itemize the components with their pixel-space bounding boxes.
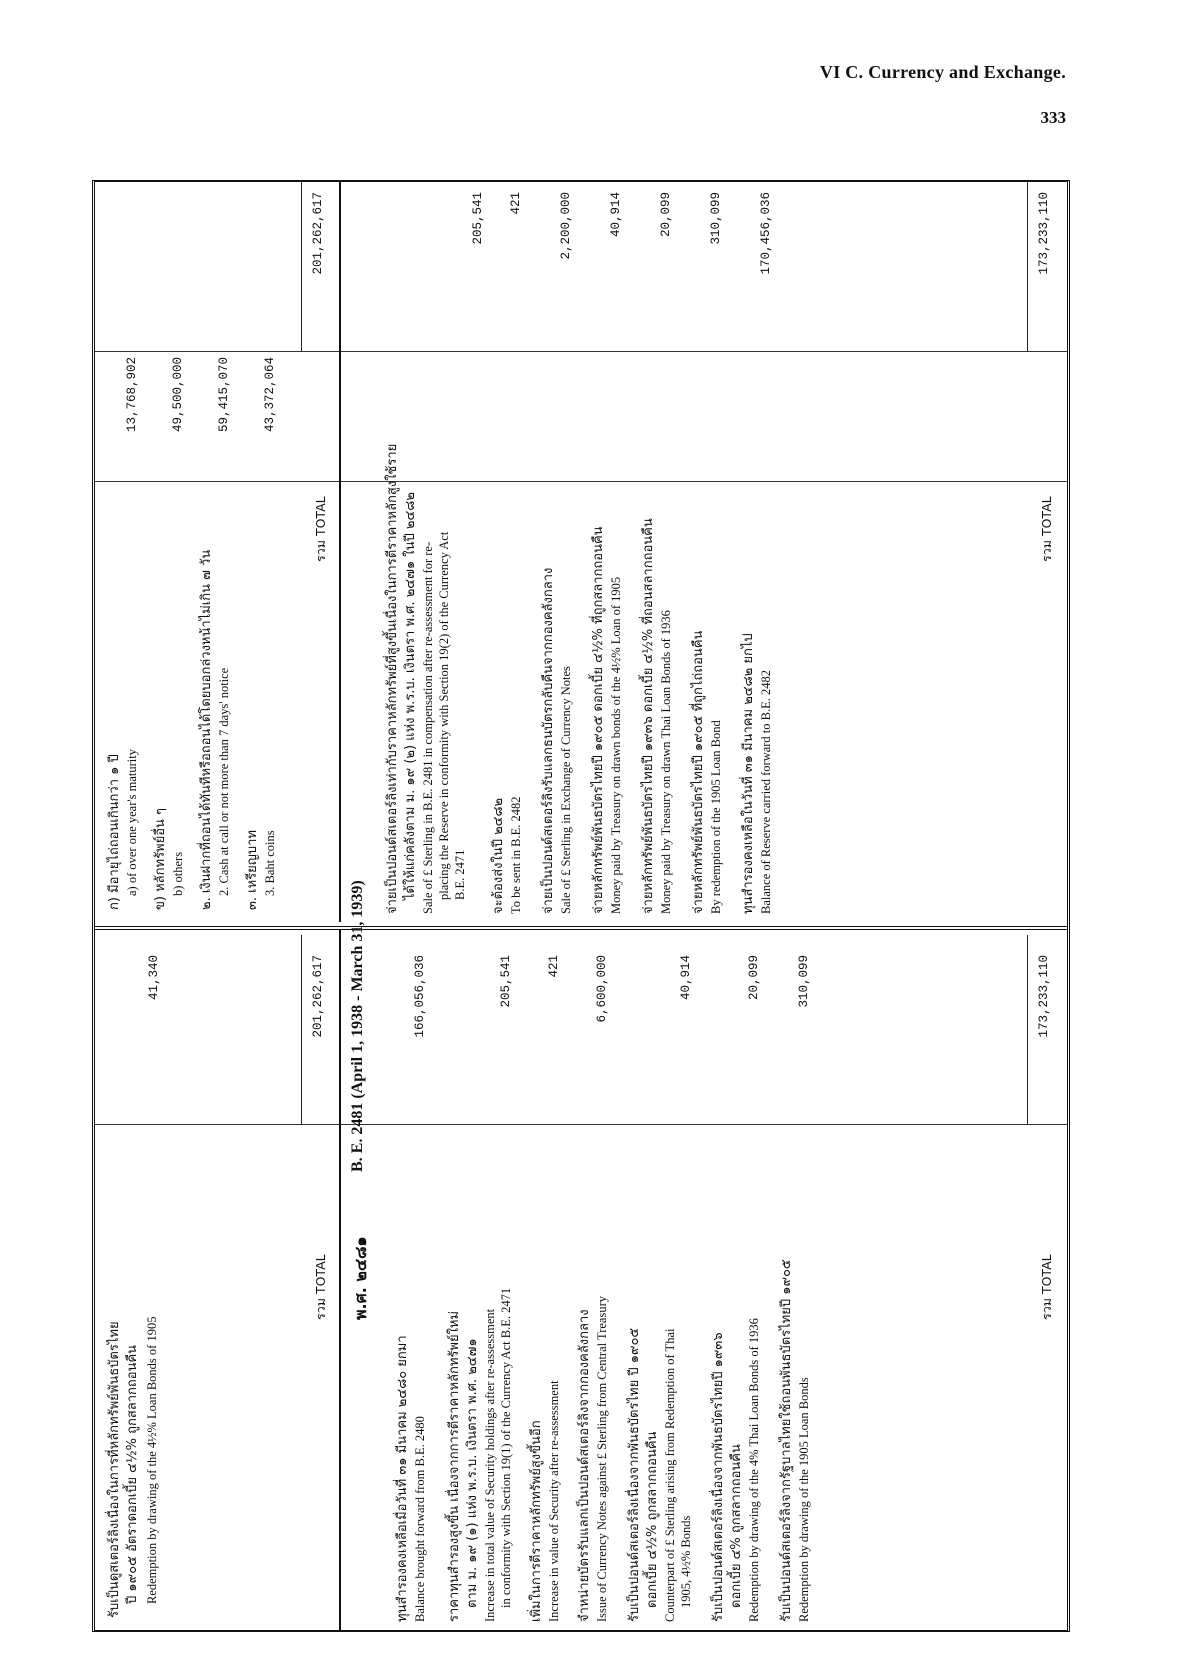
english-text: Money paid by Treasury on drawn Thai Loan Bonds of 1936: [659, 610, 673, 914]
amount: 205,541: [499, 955, 513, 1008]
thai-text: ๓. เหรียญบาท: [245, 830, 260, 910]
total-label: รวม TOTAL: [1039, 496, 1054, 562]
page-section-title: VI C. Currency and Exchange.: [819, 62, 1066, 82]
amount: 170,456,036: [759, 192, 773, 275]
amount: 421: [547, 955, 561, 978]
section-rule: [339, 182, 341, 922]
thai-text: ราคาทุนสำรองสูงขึ้น เนื่องจากการตีราคาหลักทรัพย์ใหม่: [447, 1310, 462, 1622]
total-amount: 173,233,110: [1037, 955, 1051, 1038]
english-text: Money paid by Treasury on drawn bonds of the 4½% Loan of 1905: [609, 576, 623, 914]
sum-rule: [1027, 935, 1028, 1125]
sum-rule: [301, 935, 302, 1125]
english-text: 3. Baht coins: [263, 830, 277, 896]
thai-text: ดอกเบี้ย ๔% ถูกสลากถอนคืน: [729, 1444, 744, 1608]
amount: 6,600,000: [595, 955, 609, 1023]
thai-text: จำหน่ายบัตรรับแลกเป็นปอนด์สเตอร์ลิงจากกองคลังกลาง: [577, 1309, 592, 1622]
english-text: placing the Reserve in conformity with Section 19(2) of the Currency Act: [437, 531, 451, 900]
total-label: รวม TOTAL: [313, 1254, 328, 1320]
receipts-half: [95, 926, 1067, 1630]
thai-text: ปี ๑๙๐๕ อัตราดอกเบี้ย ๔½% ถูกสลากถอนคืน: [125, 1344, 140, 1604]
amount: 59,415,070: [217, 357, 231, 433]
page-number: 333: [1040, 108, 1066, 127]
column-rule: [95, 481, 1067, 482]
total-label: รวม TOTAL: [313, 496, 328, 562]
amount: 43,372,064: [263, 357, 277, 433]
amount: 41,340: [147, 955, 161, 1001]
english-text: Balance brought forward from B.E. 2480: [413, 1416, 427, 1622]
thai-text: ข) หลักทรัพย์อื่น ๆ: [153, 807, 168, 910]
amount: 40,914: [679, 955, 693, 1001]
total-label: รวม TOTAL: [1039, 1254, 1054, 1320]
thai-text: จ่ายหลักทรัพย์พันธบัตรไทยปี ๑๙๐๕ ที่ถูกไถ่ถอนคืน: [691, 630, 706, 914]
thai-text: รับเป็นปอนด์สเตอร์ลิงเนื่องจากพันธบัตรไทยปี ๑๙๓๖: [711, 1332, 726, 1622]
thai-text: จ่ายเป็นปอนด์สเตอร์ลิงรับแลกธนบัตรกลับคืนจากกองคลังกลาง: [541, 567, 556, 914]
amount: 310,099: [797, 955, 811, 1008]
thai-text: รับเป็นปอนด์สเตอร์ลิงจากรัฐบาลไทยใช้ถอนพันธบัตรไทยปี ๑๙๐๕: [779, 1259, 794, 1622]
english-text: To be sent in B.E. 2482: [509, 796, 523, 914]
thai-text: จะต้องส่งในปี ๒๔๘๒: [491, 797, 506, 914]
thai-text: รับเป็นปอนด์สเตอร์ลิงเนื่องจากพันธบัตรไทย ปี ๑๙๐๕: [627, 1327, 642, 1622]
amount: 166,056,036: [413, 955, 427, 1038]
english-text: a) of over one year's maturity: [125, 749, 139, 896]
thai-text: ๒. เงินฝากที่ถอนได้ทันทีหรือถอนได้โดยบอกล่วงหน้าไม่เกิน ๗ วัน: [199, 549, 214, 910]
amount: 20,099: [747, 955, 761, 1001]
thai-text: ได้ให้แก่คลังตาม ม. ๑๙ (๒) แห่ง พ.ร.บ. เงินตรา พ.ศ. ๒๔๗๑ ในปี ๒๔๘๒: [403, 492, 418, 900]
thai-text: ตาม ม. ๑๙ (๑) แห่ง พ.ร.บ. เงินตรา พ.ศ. ๒๔๗๑: [465, 1338, 480, 1608]
thai-text: ดอกเบี้ย ๔½% ถูกสลากถอนคืน: [645, 1431, 660, 1608]
column-rule: [95, 1124, 1067, 1125]
sum-rule: [301, 182, 302, 352]
amount: 40,914: [609, 192, 623, 238]
amount: 205,541: [471, 192, 485, 245]
english-text: Redemption by drawing of the 1905 Loan Bonds: [797, 1377, 811, 1622]
section-heading: B. E. 2481 (April 1, 1938 - March 31, 1939): [349, 880, 366, 1172]
english-text: 1905, 4½% Bonds: [679, 1515, 693, 1608]
section-heading-thai: พ.ศ. ๒๔๘๑: [351, 1236, 370, 1320]
english-text: Counterpart of £ Sterling arising from Redemption of Thai: [663, 1328, 677, 1622]
amount: 310,099: [709, 192, 723, 245]
english-text: in conformity with Section 19(1) of the Currency Act B.E. 2471: [499, 1287, 513, 1608]
amount: 2,200,000: [559, 192, 573, 260]
english-text: b) others: [171, 851, 185, 896]
english-text: Increase in total value of Security holdings after re-assessment: [483, 1308, 497, 1622]
thai-text: จ่ายเป็นปอนด์สเตอร์ลิงเท่ากับราคาหลักทรัพย์ที่สูงขึ้นเนื่องในการตีราคาหลักสูงใช้ราย: [385, 443, 400, 914]
thai-text: จ่ายหลักทรัพย์พันธบัตรไทยปี ๑๙๓๖ ดอกเบี้ย ๔½% ที่ถอนสลากถอนคืน: [641, 518, 656, 914]
total-amount: 173,233,110: [1037, 192, 1051, 275]
thai-text: รับเป็นดูสเตอร์ลิงเนื่องในการที่หลักทรัพย์พันธบัตรไทย: [107, 1321, 122, 1618]
amount: 421: [509, 192, 523, 215]
amount: 13,768,902: [125, 357, 139, 433]
column-rule: [95, 351, 1067, 352]
english-text: By redemption of the 1905 Loan Bond: [709, 720, 723, 914]
english-text: 2. Cash at call or not more than 7 days' notice: [217, 667, 231, 896]
english-text: Sale of £ Sterling in Exchange of Currency Notes: [559, 666, 573, 914]
thai-text: ทุนสำรองคงเหลือเมื่อวันที่ ๓๑ มีนาคม ๒๔๘๐ ยกมา: [395, 1335, 410, 1622]
amount: 20,099: [659, 192, 673, 238]
rotated-ledger-content: [95, 182, 1067, 1630]
section-rule: [339, 930, 341, 1630]
total-amount: 201,262,617: [311, 192, 325, 275]
english-text: B.E. 2471: [453, 849, 467, 900]
sum-rule: [1027, 182, 1028, 352]
thai-text: ทุนสำรองคงเหลือในวันที่ ๓๑ มีนาคม ๒๔๘๒ ยกไป: [741, 633, 756, 914]
english-text: Balance of Reserve carried forward to B.E. 2482: [759, 669, 773, 914]
english-text: Redemption by drawing of the 4% Thai Loan Bonds of 1936: [747, 1318, 761, 1622]
english-text: Redemption by drawing of the 4½% Loan Bonds of 1905: [145, 1316, 159, 1604]
ledger-table: [92, 180, 1070, 1632]
thai-text: ก) มีอายุไถ่ถอนเกินกว่า ๑ ปี: [107, 754, 122, 910]
amount: 49,500,000: [171, 357, 185, 433]
thai-text: เพิ่มในการตีราคาหลักทรัพย์สูงขึ้นอีก: [529, 1420, 544, 1622]
english-text: Sale of £ Sterling in B.E. 2481 in compensation after re-assessment for re-: [421, 541, 435, 914]
total-amount: 201,262,617: [311, 955, 325, 1038]
english-text: Issue of Currency Notes against £ Sterling from Central Treasury: [595, 1296, 609, 1622]
thai-text: จ่ายหลักทรัพย์พันธบัตรไทยปี ๑๙๐๕ ดอกเบี้ย ๔½% ที่ถูกสลากถอนคืน: [591, 526, 606, 914]
english-text: Increase in value of Security after re-assessment: [547, 1380, 561, 1622]
